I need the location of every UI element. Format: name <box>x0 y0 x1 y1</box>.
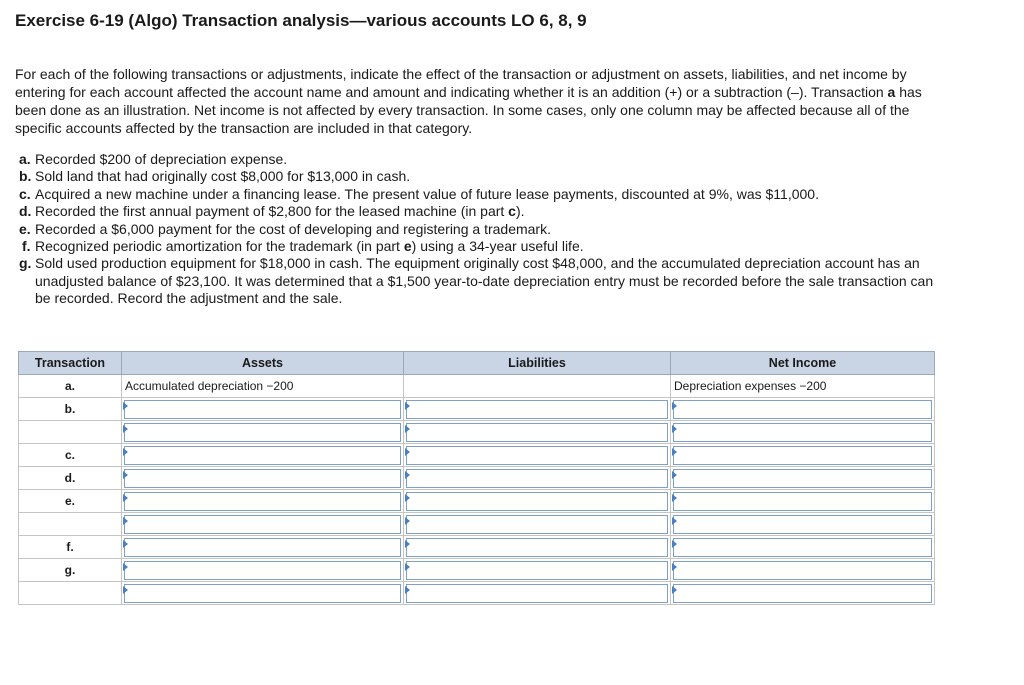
instructions-part2: has been done as an illustration. Net income is not affected by every transaction. In some cases, only one column may be affected because all of the specific accounts affected by the transaction are included in that category. <box>15 84 922 136</box>
liabilities-input[interactable] <box>406 584 668 603</box>
liabilities-cell <box>404 536 671 559</box>
assets-input[interactable] <box>124 538 401 557</box>
net-income-cell <box>671 490 935 513</box>
net-income-cell <box>671 513 935 536</box>
liabilities-input[interactable] <box>406 561 668 580</box>
instructions-bold: a <box>887 84 896 100</box>
row-label: e. <box>19 490 122 513</box>
assets-cell <box>122 421 404 444</box>
entry-marker-icon <box>672 448 677 456</box>
liabilities-input[interactable] <box>406 469 668 488</box>
row-label: a. <box>19 375 122 398</box>
entry-marker-icon <box>405 402 410 410</box>
table-row <box>19 398 935 421</box>
item-text: Recognized periodic amortization for the trademark (in part <box>35 238 404 255</box>
entry-marker-icon <box>405 540 410 548</box>
assets-input[interactable] <box>124 561 401 580</box>
net-income-input[interactable] <box>673 423 932 442</box>
item-text: Recorded a $6,000 payment for the cost of developing and registering a trademark. <box>35 220 551 237</box>
entry-marker-icon <box>405 517 410 525</box>
item-text-end: ) using a 34-year useful life. <box>411 238 584 255</box>
entry-marker-icon <box>672 494 677 502</box>
entry-marker-icon <box>123 494 128 502</box>
transaction-item <box>19 238 939 255</box>
entry-marker-icon <box>123 586 128 594</box>
entry-marker-icon <box>123 517 128 525</box>
entry-marker-icon <box>672 540 677 548</box>
liabilities-cell <box>404 513 671 536</box>
entry-marker-icon <box>123 425 128 433</box>
answer-table <box>18 351 935 605</box>
liabilities-cell <box>404 421 671 444</box>
item-text: Recorded $200 of depreciation expense. <box>35 151 288 167</box>
row-label: c. <box>19 444 122 467</box>
example-assets-cell: Accumulated depreciation −200 <box>122 375 404 398</box>
liabilities-cell <box>404 444 671 467</box>
header-assets: Assets <box>122 352 404 375</box>
entry-marker-icon <box>405 448 410 456</box>
item-ref: c <box>508 203 516 220</box>
item-text-end: ). <box>515 203 525 220</box>
item-label: f. <box>22 238 31 255</box>
transaction-item <box>19 168 939 185</box>
entry-marker-icon <box>123 448 128 456</box>
assets-cell <box>122 490 404 513</box>
transaction-item <box>19 255 939 307</box>
exercise-title: Exercise 6-19 (Algo) Transaction analysis—various accounts LO 6, 8, 9 <box>15 11 587 30</box>
assets-cell <box>122 582 404 605</box>
row-label: f. <box>19 536 122 559</box>
assets-cell <box>122 513 404 536</box>
row-label: b. <box>19 398 122 421</box>
net-income-cell <box>671 467 935 490</box>
net-income-input[interactable] <box>673 538 932 557</box>
entry-marker-icon <box>672 517 677 525</box>
transaction-list <box>19 151 939 308</box>
assets-cell <box>122 398 404 421</box>
row-label: d. <box>19 467 122 490</box>
item-text: Acquired a new machine under a financing lease. The present value of future lease payments, discounted at 9%, was $11,000. <box>35 185 819 202</box>
item-label: g. <box>19 255 32 272</box>
item-label: b. <box>19 168 32 185</box>
liabilities-cell <box>404 467 671 490</box>
row-label <box>19 582 122 605</box>
transaction-item <box>19 203 939 220</box>
assets-input[interactable] <box>124 584 401 603</box>
table-row <box>19 536 935 559</box>
item-text: Recorded the first annual payment of $2,800 for the leased machine (in part <box>35 203 509 220</box>
liabilities-cell <box>404 398 671 421</box>
entry-marker-icon <box>123 563 128 571</box>
item-label: d. <box>19 203 32 220</box>
net-income-input[interactable] <box>673 446 932 465</box>
entry-marker-icon <box>123 540 128 548</box>
entry-marker-icon <box>405 586 410 594</box>
assets-input[interactable] <box>124 446 401 465</box>
net-income-input[interactable] <box>673 561 932 580</box>
entry-marker-icon <box>405 471 410 479</box>
entry-marker-icon <box>123 402 128 410</box>
table-row <box>19 421 935 444</box>
transaction-item <box>19 221 939 238</box>
instructions <box>15 65 955 137</box>
liabilities-input[interactable] <box>406 446 668 465</box>
assets-input[interactable] <box>124 423 401 442</box>
example-row <box>19 375 935 398</box>
table-row <box>19 444 935 467</box>
example-liabilities-cell <box>404 375 671 398</box>
item-ref: e <box>403 238 412 255</box>
entry-marker-icon <box>672 402 677 410</box>
net-income-cell <box>671 559 935 582</box>
row-label <box>19 513 122 536</box>
item-text: Sold used production equipment for $18,000 in cash. The equipment originally cost $48,000, and the accumulated depreciation account has an unadjusted balance of $23,100. It was determined that a $1,500 year-to-date depreciation entry must be recorded before the sale transaction can be recorded. Record the adjustment and the sale. <box>35 255 934 307</box>
net-income-cell <box>671 444 935 467</box>
item-label: c. <box>19 185 31 202</box>
assets-cell <box>122 536 404 559</box>
table-row <box>19 513 935 536</box>
entry-marker-icon <box>405 494 410 502</box>
entry-marker-icon <box>672 586 677 594</box>
net-income-input[interactable] <box>673 492 932 511</box>
net-income-input[interactable] <box>673 584 932 603</box>
net-income-input[interactable] <box>673 400 932 419</box>
row-label <box>19 421 122 444</box>
transaction-item <box>19 186 939 203</box>
header-net-income: Net Income <box>671 352 935 375</box>
entry-marker-icon <box>672 471 677 479</box>
transaction-item <box>19 151 939 168</box>
table-header-row <box>19 352 935 375</box>
entry-marker-icon <box>405 425 410 433</box>
net-income-cell <box>671 421 935 444</box>
header-transaction: Transaction <box>19 352 122 375</box>
entry-marker-icon <box>405 563 410 571</box>
assets-input[interactable] <box>124 492 401 511</box>
table-row <box>19 559 935 582</box>
liabilities-input[interactable] <box>406 400 668 419</box>
table-row <box>19 582 935 605</box>
liabilities-input[interactable] <box>406 515 668 534</box>
net-income-cell <box>671 398 935 421</box>
net-income-input[interactable] <box>673 515 932 534</box>
entry-marker-icon <box>672 425 677 433</box>
example-net-income-cell: Depreciation expenses −200 <box>671 375 935 398</box>
liabilities-cell <box>404 582 671 605</box>
entry-marker-icon <box>672 563 677 571</box>
entry-marker-icon <box>123 471 128 479</box>
liabilities-input[interactable] <box>406 492 668 511</box>
item-label: e. <box>19 220 31 237</box>
table-row <box>19 467 935 490</box>
net-income-cell <box>671 582 935 605</box>
liabilities-cell <box>404 490 671 513</box>
assets-input[interactable] <box>124 400 401 419</box>
assets-cell <box>122 467 404 490</box>
assets-cell <box>122 444 404 467</box>
assets-cell <box>122 559 404 582</box>
net-income-cell <box>671 536 935 559</box>
item-label: a. <box>19 151 31 167</box>
liabilities-input[interactable] <box>406 538 668 557</box>
instructions-part1: For each of the following transactions or adjustments, indicate the effect of the transaction or adjustment on assets, liabilities, and net income by entering for each account affected the account name and amount and indicating whether it is an addition (+) or a subtraction (–). Transaction <box>15 66 907 100</box>
liabilities-input[interactable] <box>406 423 668 442</box>
net-income-input[interactable] <box>673 469 932 488</box>
table-row <box>19 490 935 513</box>
row-label: g. <box>19 559 122 582</box>
item-text: Sold land that had originally cost $8,000 for $13,000 in cash. <box>35 168 411 185</box>
liabilities-cell <box>404 559 671 582</box>
header-liabilities: Liabilities <box>404 352 671 375</box>
assets-input[interactable] <box>124 515 401 534</box>
assets-input[interactable] <box>124 469 401 488</box>
